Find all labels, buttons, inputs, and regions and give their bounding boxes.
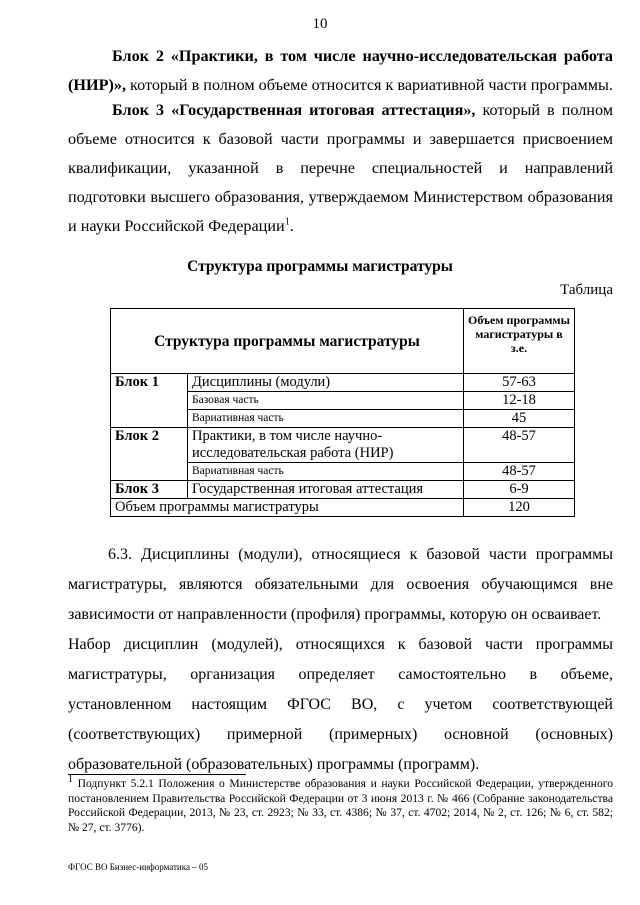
block-cell: Блок 3 <box>111 481 188 499</box>
value-cell: 57-63 <box>464 374 575 392</box>
block-cell: Блок 1 <box>111 374 188 428</box>
footnote-divider <box>68 774 246 775</box>
block3-end: . <box>289 217 294 235</box>
header-volume: Объем программы магистратуры в з.е. <box>464 309 575 374</box>
name-cell: Базовая часть <box>188 392 464 410</box>
total-label: Объем программы магистратуры <box>111 499 464 517</box>
header-structure: Структура программы магистратуры <box>111 309 464 374</box>
value-cell: 45 <box>464 410 575 428</box>
footnote-mark: 1 <box>68 774 73 786</box>
table-total-row <box>111 499 575 517</box>
block3-title: Блок 3 «Государственная итоговая аттестация», <box>112 101 476 119</box>
footnote-text: Подпункт 5.2.1 Положения о Министерстве образования и науки Российской Федерации, утвержденного постановлением Правительства Российской Федерации от 3 июня 2013 г. № 466 (Собрание законодательства Российской Федерации, 2013, № 23, ст. 2923; № 33, ст. 4386; № 37, ст. 4702; 2014, № 2, ст. 126; № 6, ст. 582; № 27, ст. 3776). <box>68 777 613 834</box>
value-cell: 48-57 <box>464 428 575 463</box>
block2-paragraph <box>68 42 613 100</box>
table-row <box>111 374 575 392</box>
name-cell: Практики, в том числе научно-исследовательская работа (НИР) <box>188 428 464 463</box>
footnote-ref: 1 <box>284 216 290 228</box>
block-cell: Блок 2 <box>111 428 188 481</box>
block3-text: который в полном объеме относится к базовой части программы и завершается присвоением квалификации, указанной в перечне специальностей и направлений подготовки высшего образования, утверждаемом Министерством образования и науки Российской Федерации <box>68 101 614 235</box>
name-cell: Вариативная часть <box>188 463 464 481</box>
table-header-row <box>111 309 575 374</box>
table-title: Структура программы магистратуры <box>187 258 453 275</box>
name-cell: Государственная итоговая аттестация <box>188 481 464 499</box>
value-cell: 6-9 <box>464 481 575 499</box>
block2-title: Блок 2 «Практики, в том числе научно-исследовательская работа (НИР)», <box>68 47 613 94</box>
name-cell: Дисциплины (модули) <box>188 374 464 392</box>
section-6-3-paragraph-1: 6.3. Дисциплины (модули), относящиеся к базовой части программы магистратуры, являются обязательными для освоения обучающимся вне зависимости от направленности (профиля) программы, которую он осваивает. <box>68 546 613 623</box>
total-value: 120 <box>464 499 575 517</box>
table-row <box>111 481 575 499</box>
value-cell: 48-57 <box>464 463 575 481</box>
block2-text: который в полном объеме относится к вариативной части программы. <box>126 76 613 94</box>
table-label: Таблица <box>560 282 613 298</box>
table-row <box>111 428 575 463</box>
footer-tag: ФГОС ВО Бизнес-информатика – 05 <box>68 862 208 872</box>
value-cell: 12-18 <box>464 392 575 410</box>
footnote <box>68 774 613 835</box>
section-6-3-paragraph-2: Набор дисциплин (модулей), относящихся к базовой части программы магистратуры, организация определяет самостоятельно в объеме, установленном настоящим ФГОС ВО, с учетом соответствующей (соответствующих) примерной (примерных) основной (основных) образовательной (образовательных) программы (программ). <box>68 636 613 773</box>
section-6-3 <box>68 540 613 780</box>
page-number: 10 <box>312 16 328 32</box>
block3-paragraph <box>68 96 613 241</box>
name-cell: Вариативная часть <box>188 410 464 428</box>
program-structure-table <box>110 308 575 517</box>
